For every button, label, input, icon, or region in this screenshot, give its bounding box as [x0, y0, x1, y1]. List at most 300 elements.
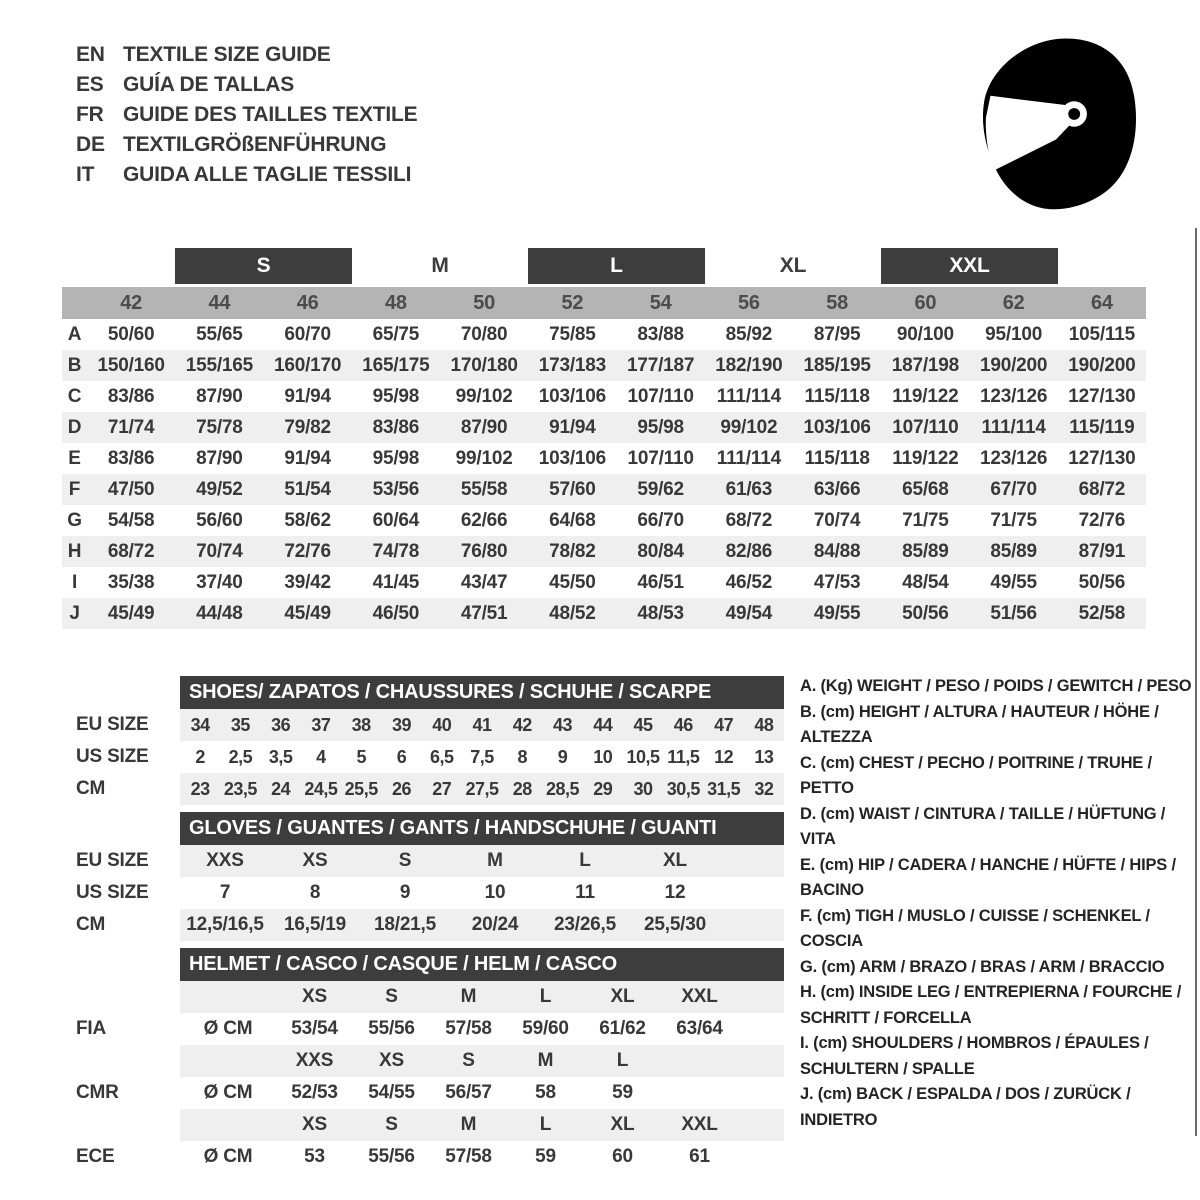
size-cell: 70/80 [460, 323, 508, 345]
helmet-value-row [62, 1013, 784, 1045]
table-cell: 38 [351, 714, 371, 735]
table-cell: 52/53 [291, 1082, 338, 1103]
row-cells [180, 741, 784, 773]
size-cell: 115/118 [804, 385, 870, 407]
size-column-header: 62 [1002, 291, 1025, 314]
size-cell: 51/54 [284, 478, 331, 500]
size-cell: 111/114 [716, 447, 781, 469]
table-cell: M [487, 850, 503, 871]
size-band-S: S [175, 248, 352, 284]
size-cell: 37/40 [196, 571, 243, 593]
table-cell: 60 [612, 1146, 633, 1167]
size-cell: 99/102 [455, 447, 513, 469]
size-cell: 150/160 [97, 354, 165, 376]
size-column-header: 58 [826, 291, 849, 314]
table-cell: 55/56 [368, 1018, 415, 1039]
table-cell [180, 1109, 276, 1141]
size-column-header: 54 [649, 291, 672, 314]
legend-item: H. (cm) INSIDE LEG / ENTREPIERNA / FOURCHE / SCHRITT / FORCELLA [800, 983, 1182, 1027]
table-cell: 30 [633, 778, 653, 799]
helmet-size-table [62, 948, 784, 1173]
size-cell: 95/98 [372, 385, 420, 407]
legend-item: I. (cm) SHOULDERS / HOMBROS / ÉPAULES / SCHULTERN / SPALLE [800, 1034, 1149, 1078]
size-cell: 119/122 [892, 385, 959, 407]
row-cells [180, 909, 784, 941]
helmet-size-label: M [460, 986, 477, 1007]
size-cell: 45/49 [107, 602, 155, 624]
table-cell: 12,5/16,5 [186, 914, 264, 935]
table-cell: 25,5 [344, 778, 378, 799]
table-cell: 61 [689, 1146, 710, 1167]
row-letter: H [67, 540, 82, 562]
size-column-header: 42 [120, 291, 143, 314]
size-cell: 115/119 [1069, 416, 1135, 438]
table-cell: 23,5 [223, 778, 257, 799]
table-row [62, 909, 784, 941]
size-cell: 60/70 [284, 323, 331, 345]
size-row-I [62, 567, 1146, 598]
size-cell: 107/110 [627, 447, 694, 469]
language-row [76, 130, 417, 160]
table-row [62, 709, 784, 741]
size-cell: 190/200 [1068, 354, 1136, 376]
size-row-H [62, 536, 1146, 567]
table-cell: 16,5/19 [284, 914, 346, 935]
row-label [62, 981, 180, 1013]
size-cell: 84/88 [813, 540, 861, 562]
table-cell: 44 [593, 714, 613, 735]
size-cell: 123/126 [979, 385, 1048, 407]
language-title: TEXTILE SIZE GUIDE [123, 43, 331, 66]
size-cell: 87/90 [460, 416, 508, 438]
helmet-size-label: M [460, 1114, 477, 1135]
helmet-size-label: L [539, 1114, 552, 1135]
size-cell: 56/60 [196, 509, 243, 531]
size-cell: 111/114 [981, 416, 1046, 438]
size-column-header: 64 [1090, 291, 1113, 314]
size-band-XXL: XXL [881, 248, 1058, 284]
size-cell: 165/175 [362, 354, 430, 376]
table-cell: 57/58 [445, 1018, 492, 1039]
size-cell: 48/52 [549, 602, 596, 624]
row-cells [180, 877, 784, 909]
table-cell: 12 [714, 746, 734, 767]
size-cell: 115/118 [804, 447, 870, 469]
table-cell: XS [302, 850, 328, 871]
size-cell: 71/75 [990, 509, 1037, 531]
size-cell: 95/100 [985, 323, 1043, 345]
size-cell: 71/74 [107, 416, 155, 438]
size-cell: 85/89 [902, 540, 949, 562]
language-row [76, 40, 417, 70]
size-band-L: L [528, 248, 705, 284]
size-cell: 127/130 [1068, 385, 1136, 407]
table-cell: 56/57 [445, 1082, 492, 1103]
size-cell: 57/60 [549, 478, 596, 500]
language-row [76, 70, 417, 100]
language-code: IT [76, 163, 95, 186]
helmet-size-label: XXL [681, 1114, 718, 1135]
size-cell: 48/54 [902, 571, 949, 593]
row-cells [180, 1141, 784, 1173]
right-edge-line [1195, 228, 1197, 1136]
table-cell: 36 [271, 714, 291, 735]
table-row [62, 773, 784, 805]
size-cell: 87/90 [196, 385, 243, 407]
row-label [62, 1109, 180, 1141]
table-cell: 46 [673, 714, 693, 735]
row-label-fia: FIA [76, 1018, 107, 1039]
helmet-size-label: M [537, 1050, 554, 1071]
size-cell: 72/76 [1078, 509, 1126, 531]
size-cell: 68/72 [725, 509, 773, 531]
table-cell: 8 [517, 746, 528, 767]
size-cell: 185/195 [803, 354, 871, 376]
helmet-size-label: XS [379, 1050, 404, 1071]
size-cell: 49/55 [990, 571, 1037, 593]
language-title: GUÍA DE TALLAS [123, 73, 295, 96]
table-cell: 57/58 [445, 1146, 492, 1167]
size-cell: 85/89 [990, 540, 1037, 562]
row-label: EU SIZE [76, 714, 149, 735]
size-cell: 50/56 [902, 602, 949, 624]
size-cell: 190/200 [979, 354, 1048, 376]
helmet-table-title-bar: HELMET / CASCO / CASQUE / HELM / CASCO [180, 948, 784, 981]
size-row-J [62, 598, 1146, 629]
row-letter: C [67, 385, 82, 407]
language-title: GUIDE DES TAILLES TEXTILE [123, 103, 418, 126]
table-cell: L [579, 850, 591, 871]
size-cell: 87/91 [1078, 540, 1126, 562]
size-cell: 182/190 [715, 354, 783, 376]
table-cell: 7,5 [470, 746, 494, 767]
helmet-size-label: XL [610, 986, 635, 1007]
header-spacer [62, 676, 180, 709]
size-cell: 55/65 [196, 323, 243, 345]
table-cell: 59/60 [522, 1018, 569, 1039]
row-cells [180, 981, 784, 1013]
size-cell: 76/80 [460, 540, 508, 562]
table-cell: 18/21,5 [374, 914, 436, 935]
table-cell: 63/64 [676, 1018, 723, 1039]
size-cell: 83/86 [107, 385, 155, 407]
header-spacer [62, 812, 180, 845]
size-cell: 177/187 [626, 354, 695, 376]
table-cell: 12 [664, 882, 686, 903]
helmet-size-label: XS [302, 1114, 327, 1135]
row-label [62, 1045, 180, 1077]
legend-item: C. (cm) CHEST / PECHO / POITRINE / TRUHE / PETTO [800, 753, 1152, 797]
table-cell: 30,5 [666, 778, 700, 799]
row-letter: D [67, 416, 82, 438]
size-cell: 58/62 [284, 509, 331, 531]
diameter-label: Ø CM [203, 1082, 253, 1103]
helmet-size-label: XXS [295, 1050, 334, 1071]
size-cell: 35/38 [107, 571, 155, 593]
size-row-E [62, 443, 1146, 474]
table-cell: 20/24 [471, 914, 519, 935]
size-cell: 99/102 [455, 385, 513, 407]
size-cell: 103/106 [803, 416, 871, 438]
table-cell: 23 [190, 778, 210, 799]
row-label: EU SIZE [76, 850, 149, 871]
gloves-size-table [62, 812, 784, 941]
size-column-header: 48 [384, 291, 407, 314]
table-cell: 9 [399, 882, 411, 903]
helmet-size-label: S [385, 986, 398, 1007]
size-cell: 123/126 [979, 447, 1048, 469]
size-cell: 62/66 [460, 509, 508, 531]
size-cell: 82/86 [725, 540, 773, 562]
table-cell: 40 [432, 714, 452, 735]
size-cell: 53/56 [372, 478, 420, 500]
table-cell: 8 [309, 882, 321, 903]
row-letter: I [71, 571, 78, 593]
table-cell: 9 [557, 746, 568, 767]
size-cell: 47/51 [460, 602, 508, 624]
size-cell: 65/68 [902, 478, 949, 500]
shoes-table-title-bar: SHOES/ ZAPATOS / CHAUSSURES / SCHUHE / SCARPE [180, 676, 784, 709]
table-cell: 7 [219, 882, 231, 903]
size-row-F [62, 474, 1146, 505]
table-cell: 34 [190, 714, 210, 735]
size-cell: 64/68 [549, 509, 596, 531]
size-cell: 107/110 [627, 385, 694, 407]
row-letter: E [68, 447, 81, 469]
language-code: FR [76, 103, 104, 126]
size-cell: 95/98 [637, 416, 684, 438]
size-column-header: 56 [737, 291, 760, 314]
size-cell: 46/52 [725, 571, 773, 593]
size-cell: 103/106 [538, 385, 607, 407]
helmet-icon [972, 33, 1160, 215]
size-band-XL: XL [779, 254, 807, 277]
table-cell: 27 [432, 778, 452, 799]
row-label-ece: ECE [76, 1146, 115, 1167]
size-cell: 72/76 [284, 540, 331, 562]
table-cell: 24 [271, 778, 291, 799]
size-row-C [62, 381, 1146, 412]
size-column-header: 52 [561, 291, 584, 314]
table-cell: 59 [612, 1082, 633, 1103]
size-cell: 39/42 [284, 571, 331, 593]
table-cell: 61/62 [599, 1018, 646, 1039]
table-cell: 59 [535, 1146, 556, 1167]
size-cell: 83/86 [107, 447, 155, 469]
size-cell: 50/60 [107, 323, 155, 345]
size-cell: 43/47 [460, 571, 508, 593]
size-cell: 44/48 [196, 602, 243, 624]
size-cell: 155/165 [185, 354, 254, 376]
size-cell: 50/56 [1078, 571, 1126, 593]
table-cell [661, 1077, 738, 1109]
helmet-value-row [62, 1077, 784, 1109]
size-cell: 85/92 [725, 323, 773, 345]
table-row [62, 877, 784, 909]
row-letter: G [67, 509, 82, 531]
table-cell: 28 [512, 778, 532, 799]
table-row [62, 741, 784, 773]
table-cell: 2,5 [228, 746, 253, 767]
size-cell: 70/74 [196, 540, 243, 562]
helmet-size-label-row [62, 981, 784, 1013]
size-cell: 173/183 [538, 354, 607, 376]
legend-item: E. (cm) HIP / CADERA / HANCHE / HÜFTE / HIPS / BACINO [800, 855, 1176, 899]
row-letter: F [68, 478, 81, 500]
table-cell: 3,5 [268, 746, 293, 767]
size-column-header: 46 [296, 291, 319, 314]
table-header-row [62, 676, 784, 709]
size-column-header: 50 [473, 291, 496, 314]
diameter-label: Ø CM [203, 1146, 253, 1167]
table-cell: 53 [304, 1146, 325, 1167]
table-cell: 31,5 [707, 778, 741, 799]
table-cell: 42 [512, 714, 532, 735]
helmet-size-label [661, 1045, 738, 1077]
size-cell: 63/66 [813, 478, 861, 500]
table-cell: 4 [316, 746, 326, 767]
size-cell: 87/90 [196, 447, 243, 469]
language-title-list [76, 40, 417, 190]
size-cell: 91/94 [549, 416, 596, 438]
table-cell: 6 [396, 746, 407, 767]
size-cell: 170/180 [450, 354, 518, 376]
table-cell: 10 [593, 746, 613, 767]
row-cells [180, 1109, 784, 1141]
header-spacer [62, 948, 180, 981]
legend-item: B. (cm) HEIGHT / ALTURA / HAUTEUR / HÖHE / ALTEZZA [800, 702, 1159, 746]
table-cell: 48 [754, 714, 774, 735]
helmet-size-label: XXL [681, 986, 718, 1007]
size-cell: 68/72 [107, 540, 155, 562]
size-cell: 83/88 [637, 323, 684, 345]
table-cell: 39 [391, 714, 411, 735]
size-cell: 71/75 [902, 509, 949, 531]
size-cell: 46/50 [372, 602, 420, 624]
language-code: EN [76, 43, 105, 66]
table-cell: 29 [593, 778, 613, 799]
table-header-row [62, 812, 784, 845]
table-cell: 32 [754, 778, 774, 799]
row-letter: B [67, 354, 82, 376]
size-cell: 45/50 [549, 571, 596, 593]
diameter-label: Ø CM [203, 1018, 253, 1039]
size-cell: 65/75 [372, 323, 420, 345]
table-cell: 11,5 [667, 746, 700, 767]
table-cell: 13 [754, 746, 774, 767]
helmet-value-row [62, 1141, 784, 1173]
language-title: GUIDA ALLE TAGLIE TESSILI [123, 163, 412, 186]
row-cells [180, 1045, 784, 1077]
size-cell: 103/106 [538, 447, 607, 469]
helmet-size-label: S [462, 1050, 475, 1071]
table-cell: 27,5 [465, 778, 499, 799]
size-cell: 60/64 [372, 509, 420, 531]
row-letter: J [69, 602, 80, 624]
table-cell: 10,5 [626, 746, 660, 767]
table-row [62, 845, 784, 877]
table-cell: 28,5 [546, 778, 580, 799]
size-cell: 74/78 [372, 540, 420, 562]
table-cell: 55/56 [368, 1146, 415, 1167]
row-cells [180, 1013, 784, 1045]
size-band-M: M [431, 254, 449, 277]
size-cell: 41/45 [372, 571, 420, 593]
size-row-D [62, 412, 1146, 443]
size-cell: 111/114 [716, 385, 781, 407]
legend-item: G. (cm) ARM / BRAZO / BRAS / ARM / BRACCIO [800, 957, 1165, 976]
row-cells [180, 845, 784, 877]
corner-cell [62, 287, 87, 319]
language-title: TEXTILGRÖßENFÜHRUNG [123, 133, 387, 156]
table-cell: 10 [484, 882, 506, 903]
table-cell: 37 [311, 714, 331, 735]
size-cell: 54/58 [107, 509, 155, 531]
language-row [76, 100, 417, 130]
table-cell: 23/26,5 [554, 914, 616, 935]
row-label: CM [76, 778, 106, 799]
shoes-size-table [62, 676, 784, 805]
size-cell: 107/110 [892, 416, 959, 438]
size-cell: 55/58 [460, 478, 508, 500]
size-cell: 78/82 [549, 540, 596, 562]
size-cell: 51/56 [990, 602, 1037, 624]
size-cell: 91/94 [284, 447, 331, 469]
size-cell: 68/72 [1078, 478, 1126, 500]
row-letter: A [67, 323, 82, 345]
size-cell: 49/55 [813, 602, 861, 624]
table-cell: 54/55 [368, 1082, 415, 1103]
table-cell: 26 [391, 778, 411, 799]
size-cell: 75/85 [549, 323, 596, 345]
size-cell: 127/130 [1068, 447, 1136, 469]
size-cell: 90/100 [896, 323, 954, 345]
table-cell: S [398, 850, 412, 871]
table-cell: 11 [575, 882, 595, 903]
size-row-A [62, 319, 1146, 350]
table-cell: 45 [633, 714, 653, 735]
size-cell: 47/50 [107, 478, 155, 500]
legend-item: J. (cm) BACK / ESPALDA / DOS / ZURÜCK / INDIETRO [800, 1085, 1131, 1129]
legend-item: D. (cm) WAIST / CINTURA / TAILLE / HÜFTUNG / VITA [800, 804, 1166, 848]
table-cell: 43 [553, 714, 573, 735]
table-cell: 25,5/30 [644, 914, 706, 935]
table-cell: 53/54 [291, 1018, 338, 1039]
helmet-size-label: XL [610, 1114, 635, 1135]
row-cells [180, 1077, 784, 1109]
size-cell: 61/63 [725, 478, 773, 500]
size-cell: 45/49 [284, 602, 331, 624]
size-cell: 49/54 [725, 602, 773, 624]
table-cell: 2 [195, 746, 205, 767]
textile-size-table [62, 248, 1146, 629]
table-cell: 35 [230, 714, 250, 735]
size-cell: 95/98 [372, 447, 420, 469]
size-cell: 160/170 [273, 354, 342, 376]
size-row-B [62, 350, 1146, 381]
size-cell: 70/74 [813, 509, 861, 531]
language-row [76, 160, 417, 190]
helmet-size-label: L [539, 986, 552, 1007]
size-cell: 46/51 [637, 571, 684, 593]
size-row-G [62, 505, 1146, 536]
size-cell: 79/82 [284, 416, 331, 438]
helmet-size-label: S [385, 1114, 398, 1135]
row-label: US SIZE [76, 882, 149, 903]
row-label: CM [76, 914, 106, 935]
helmet-size-label: L [616, 1050, 629, 1071]
language-code: DE [76, 133, 105, 156]
